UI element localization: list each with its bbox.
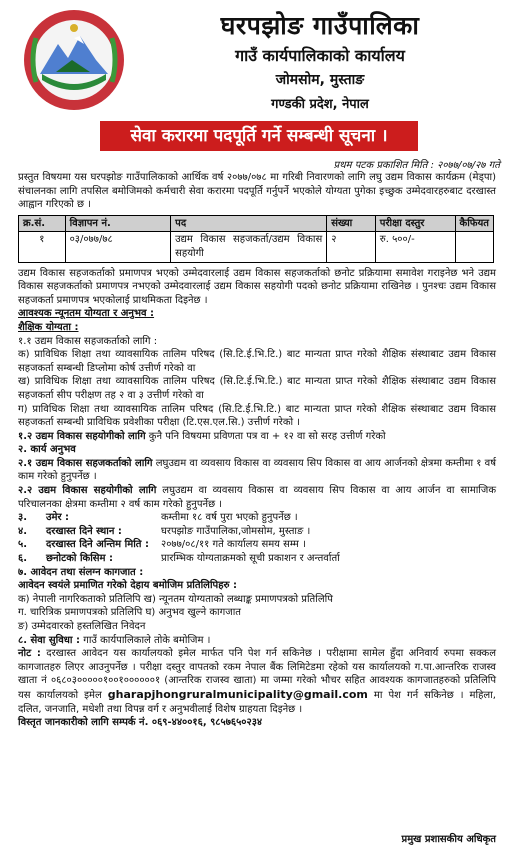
experience-heading: २. कार्य अनुभव <box>18 444 76 456</box>
item-label: दरखास्त दिने अन्तिम मिति : <box>46 539 149 551</box>
office-location: जोमसोम, मुस्ताङ <box>275 72 365 88</box>
requirements-heading: आवश्यक न्यूनतम योग्यता र अनुभव : <box>18 308 155 320</box>
documents-line-1: क) नेपाली नागरिकताको प्रतिलिपि ख) न्यूनतम योग्यताको लब्धाङ्क प्रमाणपत्रको प्रतिलिपि <box>18 593 333 605</box>
cell-post: उद्यम विकास सहजकर्ता/उद्यम विकास सहयोगी <box>171 232 327 262</box>
col-post: पद <box>171 215 327 232</box>
col-ad-no: विज्ञापन नं. <box>65 215 171 232</box>
facility-label: ८. सेवा सुविधा : <box>18 634 81 646</box>
office-name: गाउँ कार्यपालिकाको कार्यालय <box>235 46 405 65</box>
edu-1-1: १.१ उद्यम विकास सहजकर्ताको लागि : <box>18 335 158 347</box>
office-email: gharapjhongruralmunicipality@gmail.com <box>107 687 368 701</box>
item-label: उमेर : <box>46 512 70 524</box>
cell-remarks <box>455 232 493 262</box>
edu-1-2-text: कुनै पनि विषयमा प्रविणता पत्र वा + १२ वा सो सरह उत्तीर्ण गरेको <box>145 430 386 442</box>
signature-line: प्रमुख प्रशासकीय अधिकृत <box>401 834 496 845</box>
documents-subheading: आवेदन स्वयंले प्रमाणित गरेको देहाय बमोजिम प्रतिलिपिहरु : <box>18 580 237 592</box>
documents-line-3: ङ) उम्मेदवारको हस्तलिखित निवेदन <box>18 621 146 632</box>
item-text: २०७७/०८/११ गते कार्यालय समय सम्म । <box>161 539 306 551</box>
item-selection <box>18 552 496 566</box>
vacancy-table <box>18 215 494 263</box>
letterhead <box>0 0 512 118</box>
exp-2-1-label: २.१ उद्यम विकास सहजकर्ताको लागि <box>18 457 153 469</box>
item-text: घरपझोङ गाउँपालिका,जोमसोम, मुस्ताङ । <box>161 525 311 537</box>
exp-2-2-text: लघुउद्यम वा व्यवसाय विकास वा व्यवसाय सिप विकास वा आय आर्जन वा सामाजिक परिचालनका क्षेत्रमा कम्तीमा २ वर्ष काम गरेको हुनुपर्नेछ । <box>18 485 496 510</box>
facility-text: गाउँ कार्यपालिकाले तोके बमोजिम । <box>80 634 211 646</box>
col-fee: परीक्षा दस्तुर <box>375 215 455 232</box>
province-line: गण्डकी प्रदेश, नेपाल <box>271 97 369 112</box>
notice-banner: सेवा करारमा पदपूर्ति गर्ने सम्बन्धी सूचना । <box>100 121 418 151</box>
education-heading: शैक्षिक योग्यता : <box>18 321 79 333</box>
edu-ga: ग) प्राविधिक शिक्षा तथा व्यावसायिक तालिम परिषद (सि.टि.ई.भि.टि.) बाट मान्यता प्राप्त गरेको शैक्षिक संस्थाबाट उद्यम विकास सहजकर्ता सम्बन्धी प्राविधिक प्रवेशीका परीक्षा (टि.एस.एल.सि.) उत्तीर्ण गरेको । <box>18 403 496 429</box>
cell-fee: रु. ५००/- <box>375 232 455 262</box>
nepal-emblem-icon <box>22 8 126 112</box>
documents-line-2: ग. चारित्रिक प्रमाणपत्रको प्रतिलिपि घ) अनुभव खुल्ने कागजात <box>18 607 241 619</box>
cell-sn: १ <box>19 232 66 262</box>
selection-paragraph: उद्यम विकास सहजकर्ताको प्रमाणपत्र भएको उम्मेदवारलाई उद्यम विकास सहजकर्ताको छनोट प्रक्रियामा समावेश गराइनेछ भने उद्यम विकास सहजकर्ताको प्रमाणपत्र नभएको उम्मेदवारलाई उद्यम विकास सहयोगी पदको छनोट प्रक्रियामा राखिनेछ । पुनश्चः उद्यम विकास सहजकर्ता प्रमाणपत्र भएकोलाई प्राथमिकता दिइनेछ । <box>18 267 496 306</box>
item-num: ६. <box>18 553 27 565</box>
contact-line: विस्तृत जानकारीको लागि सम्पर्क नं. ०६९-४४००१६, ९८५७६५०२३४ <box>18 717 263 729</box>
item-num: ३. <box>18 512 27 524</box>
edu-ka: क) प्राविधिक शिक्षा तथा व्यावसायिक तालिम परिषद (सि.टि.ई.भि.टि.) बाट मान्यता प्राप्त गरेको शैक्षिक संस्थाबाट उद्यम विकास सहजकर्ता सम्बन्धी डिप्लोमा कोर्ष उत्तीर्ण गरेको वा <box>18 349 496 374</box>
notice-body <box>18 171 496 730</box>
edu-1-2 <box>18 430 496 444</box>
item-label: दरखास्त दिने स्थान : <box>46 525 122 537</box>
edu-kha: ख) प्राविधिक शिक्षा तथा व्यावसायिक तालिम परिषद (सि.टि.ई.भि.टि.) बाट मान्यता प्राप्त गरेको शैक्षिक संस्थाबाट उद्यम विकास सहजकर्ता सीप परीक्षण तह २ वा ३ उत्तीर्ण गरेको वा <box>18 376 496 401</box>
item-deadline <box>18 538 496 552</box>
exp-2-2-label: २.२ उद्यम विकास सहयोगीको लागि <box>18 485 157 497</box>
item-age <box>18 511 496 525</box>
municipality-title: घरपझोङ गाउँपालिका <box>220 11 420 40</box>
cell-count: २ <box>327 232 376 262</box>
col-count: संख्या <box>327 215 376 232</box>
note-text: दरखास्त आवेदन यस कार्यालयको इमेल मार्फत पनि पेश गर्न सकिनेछ । परीक्षामा सामेल हुँदा अनिवार्य रुपमा सक्कल कागजातहरु लिएर आउनुपर्नेछ । परीक्षा दस्तुर वापतको रकम नेपाल बैंक लिमिटेडमा रहेको यस कार्यालयको ग.पा.आन्तरिक राजस्व खाता नं ०६८०३०००००१००१००००००१ (आन्तरिक राजस्व खाता) मा जम्मा गरेको भौचर सहित आवश्यक कागजातहरुको प्रतिलिपि यस कार्यालयको इमेल <box>18 648 496 701</box>
intro-paragraph: प्रस्तुत विषयमा यस घरपझोङ गाउँपालिकाको आर्थिक वर्ष २०७७/०७८ मा गरिबी निवारणको लागि लघु उद्यम विकास कार्यक्रम (मेड्पा) संचालनका लागि तपसिल बमोजिमको कर्मचारी सेवा करारमा पदपूर्ति गर्नुपर्ने भएकोले योग्यता पुगेका इच्छुक उम्मेदवारहरुबाट दरखास्त आह्वान गरिएको छ । <box>18 172 496 211</box>
col-remarks: कैफियत <box>455 215 493 232</box>
item-place <box>18 525 496 539</box>
exp-2-1-text: लघुउद्यम वा व्यवसाय विकास वा व्यवसाय सिप विकास वा आय आर्जनको क्षेत्रमा कम्तीमा १ वर्ष काम गरेको हुनुपर्नेछ । <box>18 457 497 483</box>
edu-1-2-label: १.२ उद्यम विकास सहयोगीको लागि <box>18 430 146 442</box>
col-sn: क्र.सं. <box>19 215 66 232</box>
documents-heading: ७. आवेदन तथा संलग्न कागजात : <box>18 566 144 578</box>
publication-date: प्रथम पटक प्रकाशित मिति : २०७७/०७/२७ गते <box>333 160 500 171</box>
cell-ad-no: ०३/०७७/७८ <box>65 232 171 262</box>
exp-2-1 <box>18 457 496 484</box>
table-row <box>19 232 494 262</box>
item-num: ५. <box>18 539 27 551</box>
exp-2-2 <box>18 484 496 511</box>
vacancy-table-header <box>19 215 494 232</box>
note-tail: मा पेश गर्न सकिनेछ । महिला, दलित, जनजाति, मधेशी तथा विपन्न वर्ग र अनुभवीलाई विशेष ग्राहयता दिइनेछ । <box>18 689 496 715</box>
item-num: ४. <box>18 525 27 537</box>
note-paragraph <box>18 647 496 716</box>
item-text: प्रारम्भिक योग्यताक्रमको सूची प्रकाशन र अन्तर्वार्ता <box>161 553 340 565</box>
item-text: कम्तीमा १८ वर्ष पुरा भएको हुनुपर्नेछ । <box>161 512 298 524</box>
item-label: छनोटको किसिम : <box>46 553 114 565</box>
note-label: नोट : <box>18 648 41 660</box>
facility-line <box>18 634 496 648</box>
